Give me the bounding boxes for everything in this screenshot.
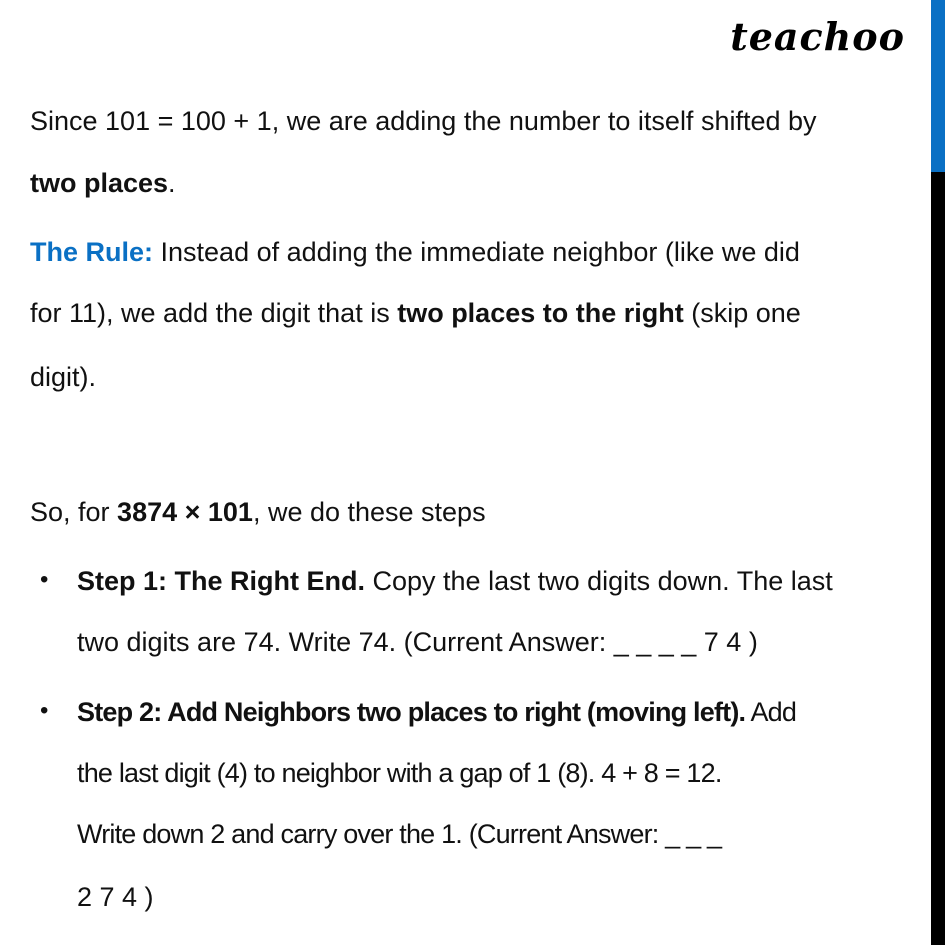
side-scroll-strip [931,0,945,945]
paragraph-text: . [168,168,176,198]
side-strip-accent [931,0,945,172]
paragraph-text: Since 101 = 100 + 1, we are adding the number to itself shifted by [30,106,817,136]
paragraph-intro-line1 [30,104,817,138]
step-text: 2 7 4 ) [77,882,154,912]
bold-emphasis: two places [30,168,169,198]
intro-line [30,495,486,529]
bullet-icon: • [40,566,49,593]
step1-line1 [77,564,833,598]
step-text: two digits are 74. Write 74. (Current Answer: _ _ _ _ 7 4 ) [77,627,758,657]
rule-text: digit). [30,362,97,392]
paragraph-intro-line2 [30,166,176,200]
step-text: Add [745,697,797,727]
bullet-icon: • [40,697,49,724]
intro-text: So, for [30,497,118,527]
rule-text: Instead of adding the immediate neighbor (like we did [153,237,800,267]
rule-label: The Rule: [30,237,154,267]
intro-text: , we do these steps [252,497,486,527]
rule-line3 [30,360,96,394]
rule-line1 [30,235,800,269]
bold-expression: 3874 × 101 [117,497,253,527]
step-text: Write down 2 and carry over the 1. (Current Answer: _ _ _ [77,819,722,849]
teachoo-logo: teachoo [730,14,905,59]
step-title: Step 1: The Right End. [77,566,365,596]
step-text: the last digit (4) to neighbor with a gap of 1 (8). 4 + 8 = 12. [77,758,722,788]
step-text: Copy the last two digits down. The last [365,566,833,596]
rule-text: for 11), we add the digit that is [30,298,398,328]
step2-line4 [77,880,154,914]
step2-line1 [77,695,796,729]
rule-line2 [30,296,801,330]
step2-line2 [77,756,722,790]
rule-text: (skip one [683,298,801,328]
step-title: Step 2: Add Neighbors two places to right (moving left). [77,697,746,727]
step2-line3 [77,817,721,851]
step1-line2 [77,625,758,659]
bold-emphasis: two places to the right [397,298,684,328]
